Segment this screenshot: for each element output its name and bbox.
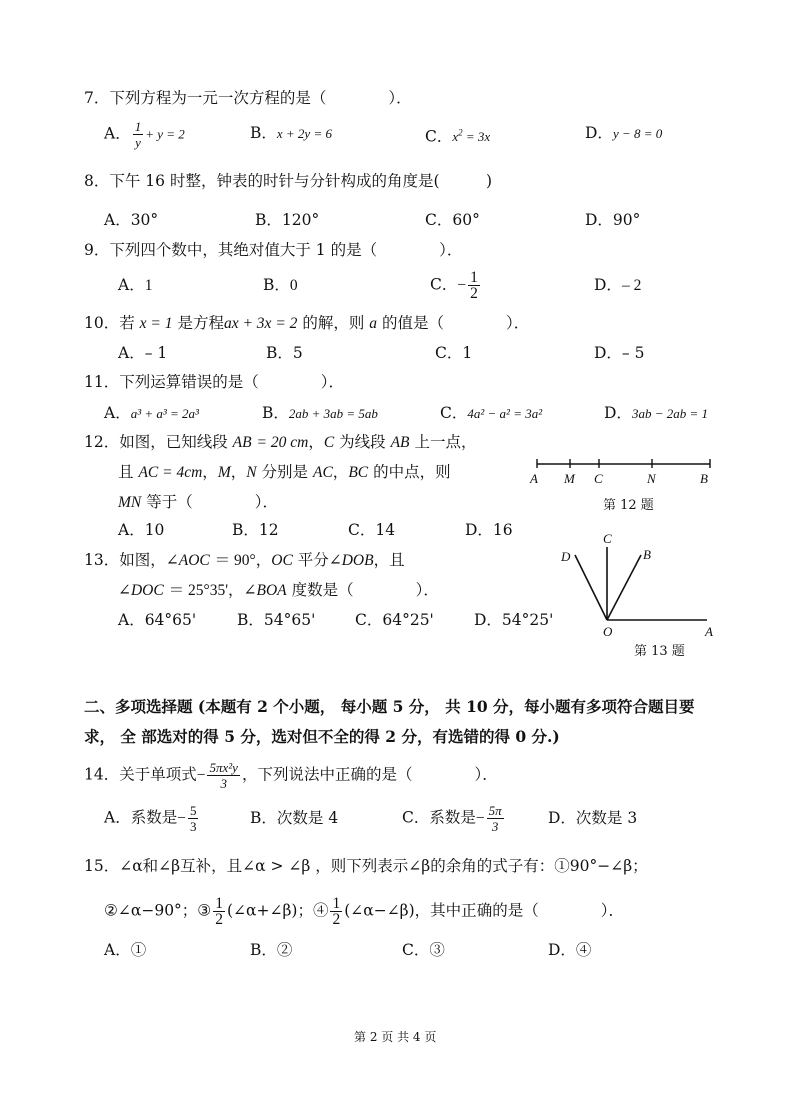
q7-option-d: D．y − 8 = 0 [585, 124, 663, 142]
q11-option-a: A．a³ + a³ = 2a³ [104, 404, 199, 422]
q13-line1: 13．如图，∠AOC ＝ 90°，OC 平分∠DOB，且 [84, 551, 405, 569]
figure-13-caption: 第 13 题 [634, 644, 685, 659]
ray-od [575, 555, 607, 620]
figure-12 [530, 455, 720, 487]
section2-heading-line1: 二、多项选择题 (本题有 2 个小题， 每小题 5 分， 共 10 分，每小题有多项符合题目要 [84, 697, 695, 716]
q14-option-c: C．系数是− $\frac{5\pi}{3}$ [402, 803, 502, 834]
q15-line2: ②∠α−90°；③ $\frac{1}{2}$ (∠α+∠β)；④ $\frac{1}{2}$ (∠α−∠β)，其中正确的是（ ）． [104, 895, 624, 928]
q10-stem: 10．若 x = 1 是方程ax + 3x = 2 的解，则 a 的值是（ ）． [84, 314, 530, 332]
q15-option-b: B．② [250, 941, 293, 959]
label-d: D [561, 549, 571, 564]
figure-12-caption: 第 12 题 [603, 498, 654, 513]
q8-option-c: C．60° [425, 211, 480, 229]
q12-line1: 12．如图，已知线段 AB = 20 cm，C 为线段 AB 上一点， [84, 433, 477, 451]
q13-line2: ∠DOC ＝ 25°35'，∠BOA 度数是（ ）． [118, 581, 439, 599]
page-footer: 第 2 页 共 4 页 [354, 1030, 437, 1044]
q12-line2: 且 AC = 4cm，M，N 分别是 AC，BC 的中点，则 [118, 463, 451, 481]
q11-option-b: B．2ab + 3ab = 5ab [262, 404, 378, 422]
q10-option-d: D．– 5 [594, 344, 645, 362]
q12-option-a: A．10 [118, 521, 165, 539]
q7-option-b: B．x + 2y = 6 [250, 124, 332, 142]
q10-option-b: B．5 [266, 344, 303, 362]
q11-option-c: C．4a² − a² = 3a² [440, 404, 543, 422]
label-o: O [603, 624, 613, 639]
q12-option-b: B．12 [232, 521, 279, 539]
q14-option-b: B．次数是 4 [250, 809, 339, 827]
q10-option-c: C．1 [435, 344, 473, 362]
q9-option-b: B．0 [263, 276, 298, 294]
q10-option-a: A．– 1 [118, 344, 168, 362]
q15-option-c: C．③ [402, 941, 445, 959]
q12-option-d: D．16 [465, 521, 513, 539]
label-b: B [700, 471, 708, 486]
label-a: A [705, 624, 713, 639]
q13-option-c: C．64°25' [355, 611, 434, 629]
q14-stem: 14．关于单项式− $\frac{\text{5πx²y}}{3}$ ，下列说法中正确的是（ ）． [84, 760, 498, 791]
q11-stem: 11．下列运算错误的是（ ）． [84, 373, 344, 391]
q15-option-d: D．④ [548, 941, 592, 959]
q7-stem: 7．下列方程为一元一次方程的是（ ）． [84, 89, 412, 107]
q9-option-d: D．– 2 [594, 276, 642, 294]
label-n: N [647, 471, 656, 486]
q9-stem: 9．下列四个数中，其绝对值大于 1 的是（ ）． [84, 241, 463, 259]
q9-option-a: A．1 [118, 276, 153, 294]
q7-option-c: C．$x^2 = 3x$ [425, 127, 491, 146]
q12-line3: MN 等于（ ）． [118, 493, 278, 511]
q13-option-d: D．54°25' [474, 611, 554, 629]
q7-option-a: A． $\frac{1}{y}$ + y = 2 [104, 119, 185, 150]
figure-13 [555, 525, 725, 640]
q8-stem: 8．下午 16 时整，钟表的时针与分针构成的角度是( ) [84, 172, 493, 190]
q14-option-a: A．系数是− $\frac{5}{3}$ [104, 803, 197, 834]
q13-option-a: A．64°65' [118, 611, 197, 629]
label-c: C [603, 531, 612, 546]
q8-option-d: D．90° [585, 211, 641, 229]
q12-option-c: C．14 [348, 521, 396, 539]
q8-option-a: A．30° [104, 211, 159, 229]
q11-option-d: D．3ab − 2ab = 1 [604, 404, 708, 422]
label-b: B [643, 547, 651, 562]
q15-line1: 15．∠α和∠β互补，且∠α > ∠β ，则下列表示∠β的余角的式子有：①90°−∠β； [84, 857, 648, 875]
q9-option-c: C．− $\frac{1}{2}$ [430, 269, 478, 302]
q8-option-b: B．120° [255, 211, 320, 229]
label-m: M [564, 471, 575, 486]
label-c: C [594, 471, 603, 486]
ray-ob [607, 555, 641, 620]
q13-option-b: B．54°65' [237, 611, 316, 629]
q14-option-d: D．次数是 3 [548, 809, 638, 827]
label-a: A [530, 471, 538, 486]
q15-option-a: A．① [104, 941, 147, 959]
section2-heading-line2: 求， 全 部选对的得 5 分，选对但不全的得 2 分，有选错的得 0 分.) [84, 727, 560, 746]
